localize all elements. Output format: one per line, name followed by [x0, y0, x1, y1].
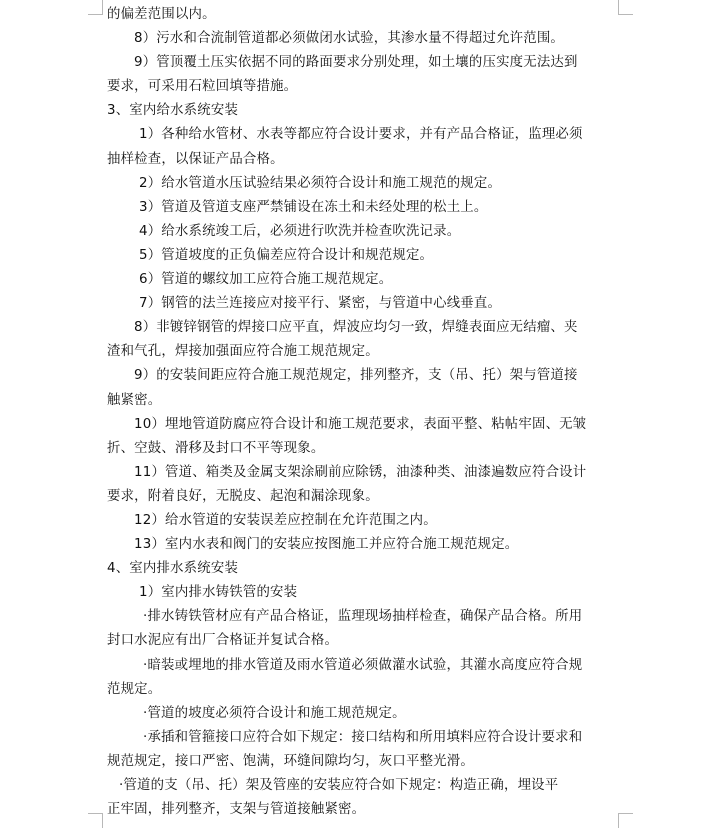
paragraph-line: 封口水泥应有出厂合格证并复试合格。	[107, 633, 339, 649]
paragraph-line: 正牢固，排列整齐，支架与管道接触紧密。	[107, 802, 366, 818]
paragraph-line: 抽样检查，以保证产品合格。	[107, 151, 284, 167]
page-corner-mark	[618, 0, 633, 15]
bullet-item: ·承插和管箍接口应符合如下规定：接口结构和所用填料应符合设计要求和	[143, 729, 583, 745]
list-item: 10）埋地管道防腐应符合设计和施工规范要求，表面平整、粘帖牢固、无皱	[134, 416, 587, 432]
section-heading: 4、室内排水系统安装	[107, 561, 239, 577]
paragraph-line: 渣和气孔，焊接加强面应符合施工规范规定。	[107, 344, 379, 360]
list-item: 9）的安装间距应符合施工规范规定，排列整齐，支（吊、托）架与管道接	[134, 368, 578, 384]
list-item: 11）管道、箱类及金属支架涂刷前应除锈，油漆种类、油漆遍数应符合设计	[134, 464, 587, 480]
document-body	[107, 3, 613, 822]
paragraph-line: 触紧密。	[107, 392, 162, 408]
list-item: 9）管顶覆土压实依据不同的路面要求分别处理，如土壤的压实度无法达到	[134, 55, 578, 71]
page-corner-mark	[88, 0, 103, 15]
paragraph-line: 要求，可采用石粒回填等措施。	[107, 79, 298, 95]
list-item: 5）管道坡度的正负偏差应符合设计和规范规定。	[139, 247, 434, 263]
paragraph-line: 范规定。	[107, 681, 162, 697]
paragraph-line: 规范规定，接口严密、饱满，环缝间隙均匀，灰口平整光滑。	[107, 753, 474, 769]
list-item: 13）室内水表和阀门的安装应按图施工并应符合施工规范规定。	[134, 537, 519, 553]
bullet-item: ·管道的支（吊、托）架及管座的安装应符合如下规定：构造正确，埋设平	[119, 778, 559, 793]
list-item: 12）给水管道的安装误差应控制在允许范围之内。	[134, 512, 437, 528]
bullet-item: ·排水铸铁管材应有产品合格证，监理现场抽样检查，确保产品合格。所用	[143, 609, 583, 625]
paragraph-line: 要求，附着良好，无脱皮、起泡和漏涂现象。	[107, 488, 379, 504]
list-item: 7）钢管的法兰连接应对接平行、紧密，与管道中心线垂直。	[139, 296, 502, 312]
list-item: 8）非镀锌钢管的焊接口应平直，焊波应均匀一致，焊缝表面应无结瘤、夹	[134, 320, 578, 336]
page-corner-mark	[88, 813, 103, 828]
paragraph-line: 的偏差范围以内。	[107, 7, 216, 22]
list-item: 8）污水和合流制管道都必须做闭水试验，其渗水量不得超过允许范围。	[134, 31, 565, 47]
paragraph-line: 折、空鼓、滑移及封口不平等现象。	[107, 440, 325, 456]
list-item: 2）给水管道水压试验结果必须符合设计和施工规范的规定。	[139, 175, 502, 191]
page-corner-mark	[618, 813, 633, 828]
subsection-heading: 1）室内排水铸铁管的安装	[139, 585, 298, 601]
section-heading: 3、室内给水系统安装	[107, 103, 239, 119]
list-item: 1）各种给水管材、水表等都应符合设计要求，并有产品合格证，监理必须	[139, 127, 583, 143]
bullet-item: ·管道的坡度必须符合设计和施工规范规定。	[143, 705, 406, 721]
list-item: 4）给水系统竣工后，必须进行吹洗并检查吹洗记录。	[139, 223, 461, 239]
list-item: 6）管道的螺纹加工应符合施工规范规定。	[139, 272, 393, 288]
bullet-item: ·暗装或埋地的排水管道及雨水管道必须做灌水试验，其灌水高度应符合规	[143, 657, 583, 673]
list-item: 3）管道及管道支座严禁铺设在冻土和未经处理的松土上。	[139, 199, 488, 215]
